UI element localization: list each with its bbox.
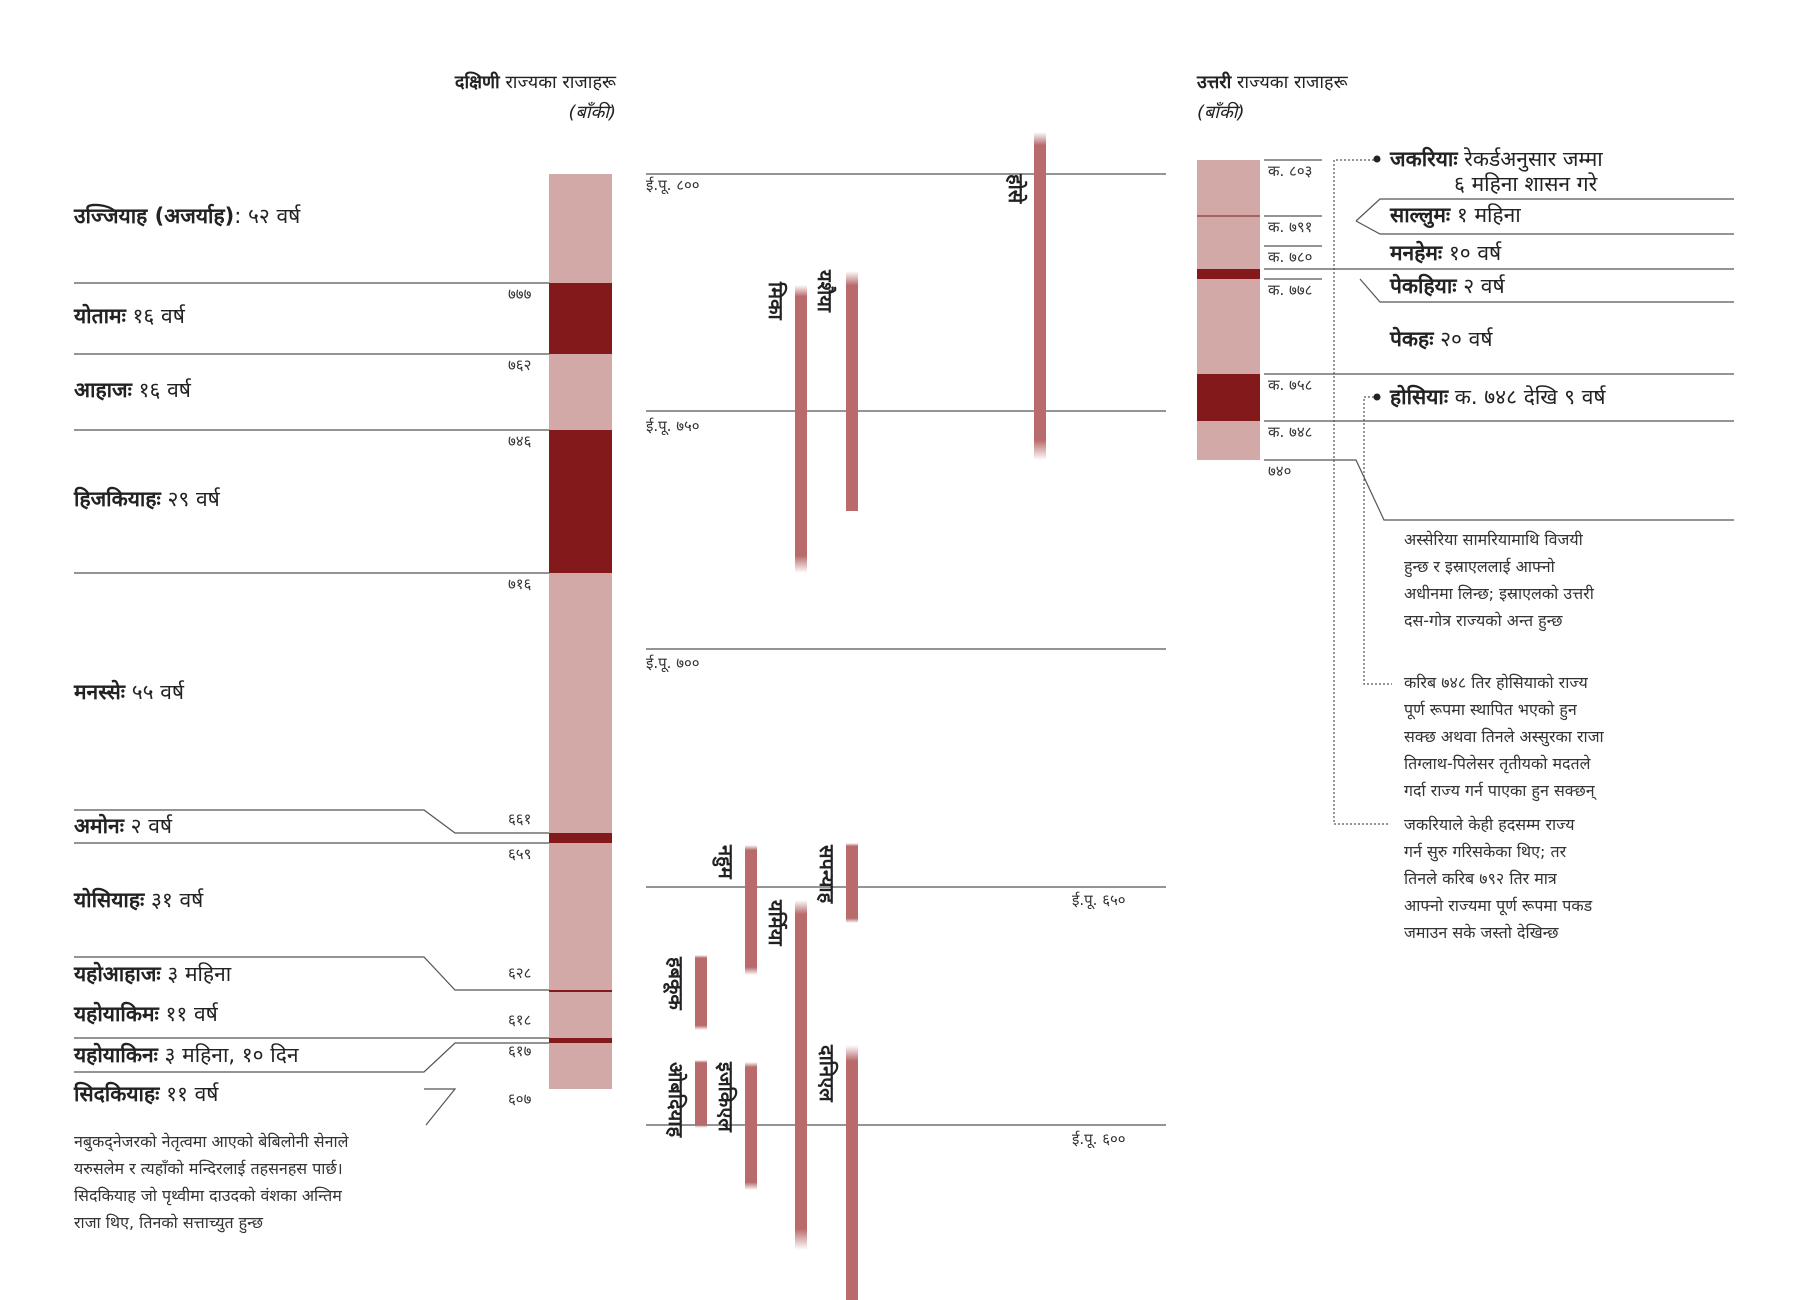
north-heading	[1197, 68, 1348, 128]
reign-bar-hezekiah	[549, 430, 612, 573]
note-line: आफ्नो राज्यमा पूर्ण रूपमा पकड	[1404, 896, 1593, 915]
reign-bar-amon	[549, 833, 612, 843]
bullet-dot	[1374, 394, 1381, 401]
north-bar-2	[1197, 216, 1260, 269]
reign-duration: ३ महिना, १० दिन	[164, 1043, 299, 1067]
reign-duration: ११ वर्ष	[165, 1002, 218, 1026]
king-jotham	[74, 306, 185, 327]
prophet-isaiah: यशैया	[813, 270, 837, 312]
year-label: ७४०	[1268, 462, 1292, 480]
note-line: करिब ७४८ तिर होसियाको राज्य	[1404, 673, 1588, 692]
year-label: क. ७५८	[1268, 376, 1313, 394]
era-label: ई.पू. ६५०	[1072, 891, 1126, 909]
king-hezekiah	[74, 489, 220, 510]
prophet-bar-isaiah	[846, 271, 858, 511]
reign-bar-jehoiakim	[549, 992, 612, 1038]
north-heading-bold: उत्तरी	[1197, 72, 1232, 93]
reign-duration: क. ७४८ देखि ९ वर्ष	[1454, 385, 1606, 409]
year-label: क. ७९१	[1268, 218, 1313, 236]
note-line: गर्दा राज्य गर्न पाएका हुन सक्छन्	[1404, 781, 1595, 800]
reign-duration: ५५ वर्ष	[131, 680, 185, 704]
reign-duration: ३ महिना	[167, 962, 232, 986]
note-line: जकरियाले केही हदसम्म राज्य	[1404, 815, 1575, 834]
prophet-bar-jeremiah	[795, 900, 807, 1250]
prophet-obadiah: ओबदियाह	[664, 1062, 688, 1138]
note-line: तिग्लाथ-पिलेसर तृतीयको मदतले	[1404, 754, 1591, 773]
prophet-nahum: नहुम	[714, 845, 738, 879]
king-name: यहोआहाजः	[74, 962, 161, 986]
note-line: जमाउन सके जस्तो देखिन्छ	[1404, 923, 1559, 942]
reign-bar-zedekiah	[549, 1043, 612, 1089]
reign-duration: २ वर्ष	[1463, 274, 1505, 298]
year-label: ७१६	[508, 575, 532, 593]
king-zedekiah	[74, 1084, 218, 1105]
king-name: सिदकियाहः	[74, 1082, 160, 1106]
north-king-shallum	[1390, 205, 1521, 226]
king-manasseh	[74, 682, 184, 703]
prophet-habakkuk: हबकूक	[664, 957, 688, 1010]
king-jehoahaz	[74, 964, 231, 985]
reign-bar-jehoiachin	[549, 1038, 612, 1043]
note-line: यरुसलेम र त्यहाँको मन्दिरलाई तहसनहस पार्छ।	[74, 1159, 343, 1178]
reign-duration: १६ वर्ष	[138, 378, 191, 402]
year-label: ६१७	[508, 1042, 532, 1060]
king-jehoiachin	[74, 1045, 299, 1066]
north-bar-5	[1197, 374, 1260, 421]
note-line: सक्छ अथवा तिनले अस्सुरका राजा	[1404, 727, 1604, 746]
south-reign-bar	[549, 174, 612, 1089]
north-heading-rest: राज्यका राजाहरू	[1231, 72, 1348, 93]
reign-duration: ५२ वर्ष	[247, 204, 301, 228]
reign-bar-ahaz	[549, 354, 612, 430]
note-line: सिदकियाह जो पृथ्वीमा दाउदको वंशका अन्तिम	[74, 1186, 342, 1205]
note-line: दस-गोत्र राज्यको अन्त हुन्छ	[1404, 611, 1563, 630]
prophet-bar-nahum	[745, 845, 757, 975]
reign-duration: १६ वर्ष	[132, 304, 185, 328]
king-name: यहोयाकिनः	[74, 1043, 158, 1067]
era-label: ई.पू. ७५०	[646, 417, 700, 435]
year-label: क. ७७८	[1268, 281, 1313, 299]
prophet-jeremiah: यर्मिया	[764, 900, 788, 946]
reign-duration-continued: ६ महिना शासन गरे	[1454, 172, 1598, 196]
king-name: मनहेमः	[1390, 241, 1443, 265]
king-name: अमोनः	[74, 814, 124, 838]
year-label: ६२८	[508, 964, 532, 982]
prophet-micah: मिका	[764, 282, 788, 320]
note-line: गर्न सुरु गरिसकेका थिए; तर	[1404, 842, 1567, 861]
note-line: नबुकद्नेजरको नेतृत्वमा आएको बेबिलोनी सेनाले	[74, 1132, 349, 1151]
king-name: यहोयाकिमः	[74, 1002, 159, 1026]
king-jehoiakim	[74, 1004, 218, 1025]
king-name: पेकहियाः	[1390, 274, 1457, 298]
king-name: मनस्सेः	[74, 680, 126, 704]
north-note-hoshea	[1404, 669, 1604, 804]
north-subheading: (बाँकी)	[1197, 102, 1245, 123]
era-label: ई.पू. ६००	[1072, 1130, 1126, 1148]
north-king-pekahiah	[1390, 276, 1505, 297]
king-uzziah: उज्जियाह (अजर्याह): ५२ वर्ष	[74, 204, 301, 228]
north-note-zechariah	[1404, 811, 1592, 946]
reign-duration: ११ वर्ष	[166, 1082, 219, 1106]
king-name: आहाजः	[74, 378, 132, 402]
prophet-ezekiel: इजकिएल	[714, 1062, 738, 1132]
note-line: अस्सेरिया सामरियामाथि विजयी	[1404, 530, 1583, 549]
reign-duration: २० वर्ष	[1440, 327, 1493, 351]
prophet-zephaniah: सपन्याह	[815, 845, 839, 904]
north-king-zechariah	[1390, 149, 1603, 195]
prophet-hosea: होसे	[1004, 174, 1028, 204]
reign-bar-manasseh	[549, 573, 612, 833]
prophet-bar-habakkuk	[695, 955, 707, 1030]
prophet-bar-micah	[795, 285, 807, 573]
reign-duration: १० वर्ष	[1448, 241, 1502, 265]
prophet-daniel: दानिएल	[815, 1045, 839, 1102]
prophet-bar-daniel	[846, 1045, 858, 1300]
note-line: राजा थिए, तिनको सत्ताच्युत हुन्छ	[74, 1213, 263, 1232]
year-label: ६१८	[508, 1011, 532, 1029]
reign-duration: २ वर्ष	[130, 814, 173, 838]
south-heading	[326, 68, 616, 128]
king-name: जकरियाः	[1390, 147, 1458, 171]
era-label: ई.पू. ७००	[646, 654, 700, 672]
note-line: हुन्छ र इस्राएललाई आफ्नो	[1404, 557, 1555, 576]
reign-duration: २९ वर्ष	[167, 487, 220, 511]
king-name: योतामः	[74, 304, 126, 328]
king-name: हिजकियाहः	[74, 487, 161, 511]
year-label: ६०७	[508, 1090, 532, 1108]
north-bar-6	[1197, 421, 1260, 460]
note-line: पूर्ण रूपमा स्थापित भएको हुन	[1404, 700, 1577, 719]
reign-duration: ३१ वर्ष	[150, 888, 204, 912]
reign-bar-jehoahaz	[549, 990, 612, 992]
king-name: होसियाः	[1390, 385, 1449, 409]
king-amon	[74, 816, 172, 837]
year-label: ६६१	[508, 810, 532, 828]
year-label: ७६२	[508, 356, 532, 374]
reign-duration: १ महिना	[1456, 203, 1521, 227]
king-josiah	[74, 890, 203, 911]
year-label: क. ७८०	[1268, 248, 1313, 266]
note-line: अधीनमा लिन्छ; इस्राएलको उत्तरी	[1404, 584, 1594, 603]
king-name: साल्लुमः	[1390, 203, 1451, 227]
year-label: ७४६	[508, 432, 532, 450]
bullet-dot	[1374, 156, 1381, 163]
north-king-hoshea	[1390, 387, 1606, 408]
north-bar-1	[1197, 160, 1260, 216]
era-lines	[646, 174, 1166, 1125]
prophet-bar-hosea	[1034, 132, 1046, 460]
north-dotted-connectors	[1334, 160, 1392, 824]
king-ahaz	[74, 380, 191, 401]
king-name: योसियाहः	[74, 888, 145, 912]
year-label: ६५९	[508, 845, 532, 863]
prophet-bar-zephaniah	[846, 843, 858, 923]
south-dividers	[74, 283, 549, 1125]
note-line: तिनले करिब ७९२ तिर मात्र	[1404, 869, 1557, 888]
reign-duration: रेकर्डअनुसार जम्मा	[1464, 147, 1603, 171]
era-label: ई.पू. ८००	[646, 176, 700, 194]
south-heading-rest: राज्यका राजाहरू	[499, 72, 616, 93]
north-bar-4	[1197, 279, 1260, 374]
year-label: क. ८०३	[1268, 162, 1313, 180]
reign-bar-jotham	[549, 283, 612, 354]
prophet-bar-obadiah	[695, 1060, 707, 1128]
north-king-pekah	[1390, 329, 1492, 350]
south-heading-bold: दक्षिणी	[454, 72, 500, 93]
king-name: उज्जियाह (अजर्याह)	[74, 204, 235, 228]
north-note-assyria	[1404, 526, 1594, 634]
year-label: क. ७४८	[1268, 423, 1313, 441]
king-name: पेकहः	[1390, 327, 1434, 351]
north-bar-3	[1197, 269, 1260, 279]
reign-bar-josiah	[549, 843, 612, 990]
south-footnote	[74, 1128, 348, 1236]
south-subheading: (बाँकी)	[568, 102, 616, 123]
north-king-menahem	[1390, 243, 1501, 264]
north-reign-bar	[1197, 160, 1260, 460]
year-label: ७७७	[508, 285, 532, 303]
prophet-bar-ezekiel	[745, 1062, 757, 1190]
reign-bar-uzziah	[549, 174, 612, 283]
